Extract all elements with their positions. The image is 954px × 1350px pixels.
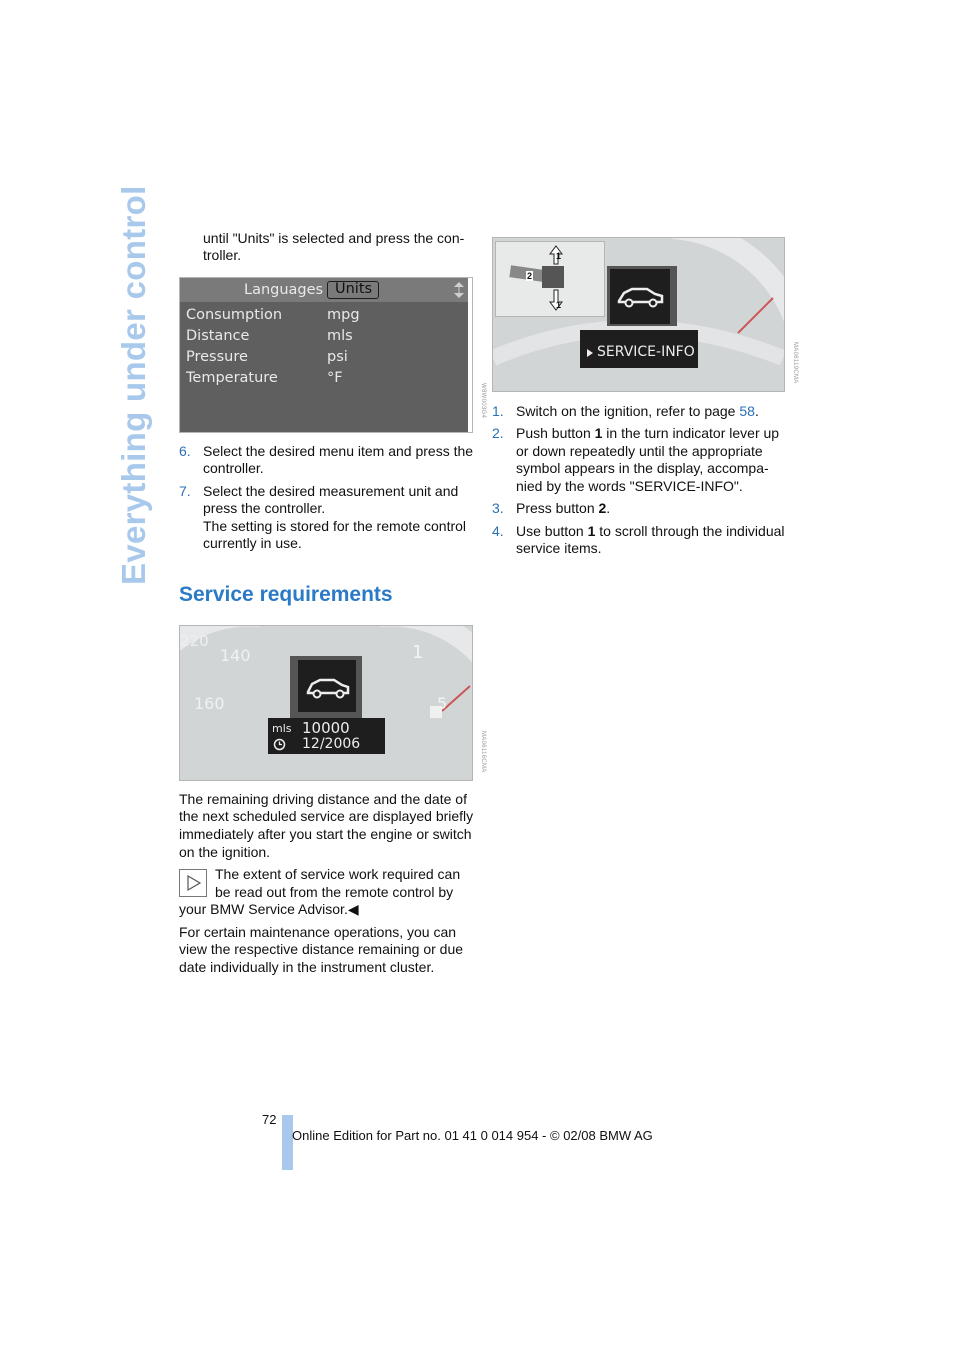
step-text: controller. (203, 460, 264, 476)
gauge-label: 140 (220, 646, 251, 665)
car-icon (610, 269, 670, 324)
distance-value: 10000 (302, 719, 350, 737)
figure-code: MA06116CMA (480, 731, 486, 773)
gauge-label: 5 (437, 694, 448, 713)
menu-row-label: Temperature (186, 370, 278, 386)
step-text: Select the desired menu item and press the (203, 443, 474, 459)
figure-code: MA06119CMA (792, 342, 798, 384)
lever-inset (495, 241, 605, 317)
step-text: Select the desired measurement unit and (203, 483, 459, 499)
paragraph-line: The remaining driving distance and the date of (179, 791, 467, 807)
step-text: The setting is stored for the remote control (203, 518, 467, 534)
menu-row-value: mls (327, 328, 353, 344)
note-line: be read out from the remote control by (215, 884, 454, 900)
paragraph-line: view the respective distance remaining or due (179, 941, 464, 957)
button-1-label: 1 (556, 251, 562, 261)
step-text: or down repeatedly until the appropriate (516, 443, 763, 459)
mls-label: mls (272, 722, 292, 735)
step-text: nied by the words "SERVICE-INFO". (516, 478, 743, 494)
pointer-arrow-icon (586, 348, 594, 358)
button-1-label: 1 (556, 300, 562, 310)
step-number: 7. (179, 483, 191, 499)
car-symbol-box (610, 269, 670, 324)
note-line: The extent of service work required can (215, 866, 461, 882)
paragraph-line: For certain maintenance operations, you can (179, 924, 457, 940)
step-text: press the controller. (203, 500, 326, 516)
figure-code: W8W003G4 (480, 383, 486, 419)
service-info-text: SERVICE-INFO (597, 344, 695, 360)
menu-row-value: mpg (327, 307, 360, 323)
tab-languages: Languages (244, 282, 324, 298)
step-number: 6. (179, 443, 191, 459)
intro-line-1: until "Units" is selected and press the con- (203, 230, 465, 246)
gauge-label: 160 (194, 694, 225, 713)
edition-info: Online Edition for Part no. 01 41 0 014 954 - © 02/08 BMW AG (292, 1128, 653, 1143)
step-number: 1. (492, 403, 504, 419)
gauge-label: 1 (412, 642, 424, 663)
menu-row-value: °F (327, 370, 343, 386)
paragraph-line: immediately after you start the engine or switch (179, 826, 472, 842)
menu-row-label: Consumption (186, 307, 283, 323)
scroll-arrows-icon (452, 281, 466, 299)
step-text: Use button 1 to scroll through the individual (516, 523, 785, 539)
note-line: your BMW Service Advisor.◀ (179, 901, 359, 917)
step-text: currently in use. (203, 535, 302, 551)
step-text: service items. (516, 540, 602, 556)
menu-row-label: Distance (186, 328, 250, 344)
step-number: 2. (492, 425, 504, 441)
menu-row-label: Pressure (186, 349, 248, 365)
gauge-label: 220 (180, 632, 209, 650)
step-text: Push button 1 in the turn indicator lever up (516, 425, 780, 441)
step-text: symbol appears in the display, accompa- (516, 460, 769, 476)
button-2-label: 2 (527, 271, 533, 281)
paragraph-line: the next scheduled service are displayed briefly (179, 808, 474, 824)
chapter-title: Everything under control (115, 185, 152, 585)
car-icon (298, 660, 356, 712)
service-date: 12/2006 (302, 736, 361, 752)
service-display-figure (179, 625, 473, 781)
side-chapter-tab (112, 185, 156, 585)
menu-row-value: psi (327, 349, 348, 365)
turn-indicator-lever-icon (496, 242, 604, 316)
intro-line-2: troller. (203, 247, 242, 263)
menu-tab-bar (180, 278, 472, 302)
step-text: Switch on the ignition, refer to page 58. (516, 403, 759, 419)
step-text: Press button 2. (516, 500, 611, 516)
page-link[interactable]: 58 (739, 403, 755, 419)
section-title: Service requirements (179, 583, 393, 606)
note-icon (179, 869, 207, 897)
service-info-figure (492, 237, 785, 392)
clock-icon (273, 738, 286, 751)
step-number: 4. (492, 523, 504, 539)
car-symbol-box (298, 660, 356, 712)
units-menu-figure (179, 277, 473, 433)
tab-units: Units (335, 281, 373, 297)
paragraph-line: on the ignition. (179, 844, 271, 860)
page-number: 72 (262, 1112, 277, 1127)
paragraph-line: date individually in the instrument cluster. (179, 959, 435, 975)
triangle-arrow-icon (180, 870, 206, 896)
step-number: 3. (492, 500, 504, 516)
